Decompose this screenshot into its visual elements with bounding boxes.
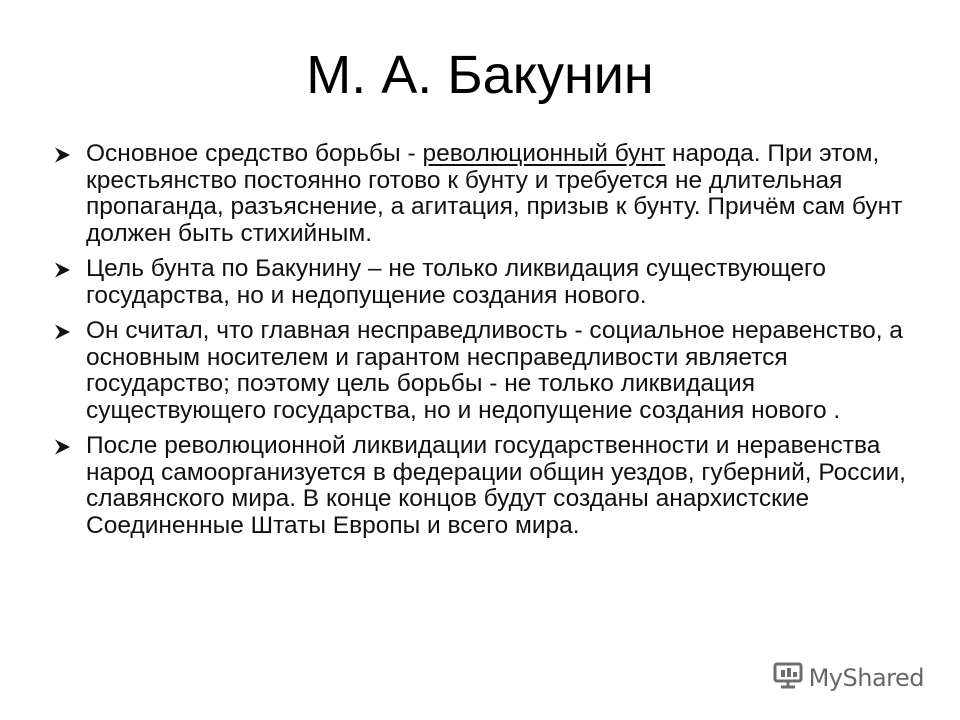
underlined-term: революционный бунт [422,140,666,167]
bullet-text-part: Основное средство борьбы - [86,140,423,167]
bullet-list [52,141,912,548]
bullet-item [52,318,912,424]
bullet-text-part: народа. При этом, крестьянство постоянно готово к бунту и требуется не длительная пропаганда, разъяснение, а агитация, призыв к бунту. Причём сам бунт должен быть стихийным. [86,140,903,247]
bullet-item [52,141,912,247]
slide-title: М. А. Бакунин [306,45,654,105]
watermark [773,661,924,694]
bullet-text [86,141,912,247]
bullet-item [52,256,912,309]
bullet-item [52,433,912,539]
arrow-bullet-icon [52,318,86,346]
arrow-bullet-icon [52,433,86,461]
bullet-text: Он считал, что главная несправедливость - социальное неравенство, а основным носителем и гарантом несправедливости является государство; поэтому цель борьбы - не только ликвидация существующего государства, но и недопущение создания нового . [86,317,903,424]
bullet-text: Цель бунта по Бакунину – не только ликвидация существующего государства, но и недопущение создания нового. [86,255,827,309]
bullet-text: После революционной ликвидации государственности и неравенства народ самоорганизуется в федерации общин уездов, губерний, России, славянского мира. В конце концов будут созданы анархистские Соединенные Штаты Европы и всего мира. [86,432,906,539]
presentation-board-icon [773,661,803,694]
watermark-text: MyShared [808,663,924,692]
arrow-bullet-icon [52,256,86,284]
arrow-bullet-icon [52,141,86,169]
